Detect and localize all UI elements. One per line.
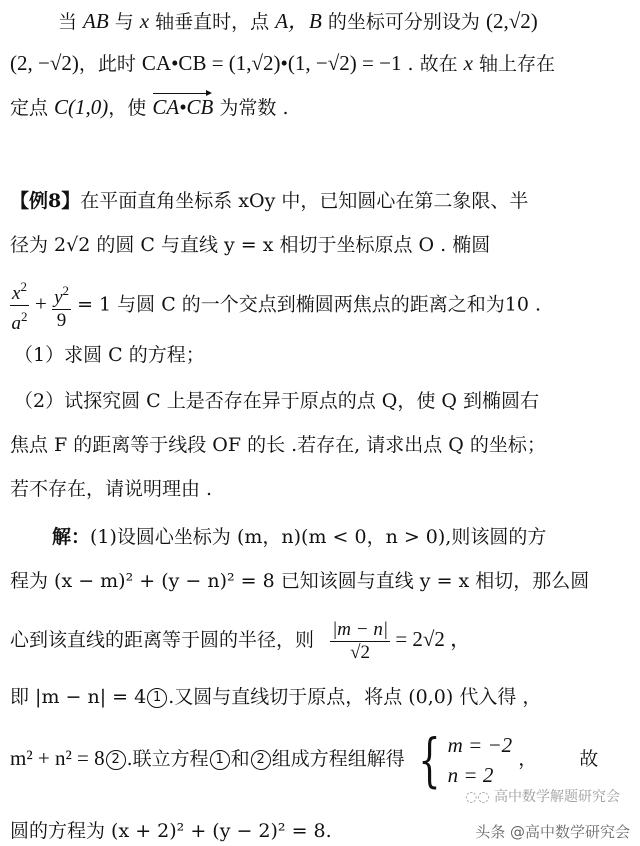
prev-line-2 <box>10 48 640 79</box>
text: (1)设圆心坐标为 (m，n)(m < 0，n > 0),则该圆的方 <box>90 526 547 548</box>
text: 轴垂直时，点 <box>149 11 276 33</box>
text: 程为 (x − m)² + (y − n)² = 8 已知该圆与直线 y = x 相切，那么圆 <box>10 570 590 592</box>
text: ， <box>518 748 538 770</box>
fraction-distance: $\frac{|m - n|}{√2}$ <box>332 618 389 663</box>
text: 故 <box>579 748 599 770</box>
question-2-line-2 <box>10 430 640 460</box>
example-line-2 <box>10 230 640 260</box>
math-radius: = 2√2 ， <box>390 627 472 651</box>
circled-2: 2 <box>251 750 271 770</box>
solution-line-5 <box>10 726 640 794</box>
math-coord-b: (2, −√2) <box>10 51 79 75</box>
math-coord-a: (2,√2) <box>485 9 538 33</box>
circled-1: 1 <box>210 750 230 770</box>
text: 和 <box>230 748 250 770</box>
text: 为常数 . <box>213 97 289 119</box>
text: 若不存在，请说明理由 . <box>10 478 213 500</box>
math-point-c: C(1,0) <box>54 95 109 119</box>
text: .联立方程 <box>126 748 209 770</box>
solution-line-1 <box>52 522 640 552</box>
watermark-main: 头条 @高中数学研究会 <box>475 823 630 841</box>
question-2-line-3 <box>10 474 640 504</box>
prev-line-1 <box>58 6 640 37</box>
math-points: A，B <box>275 9 322 33</box>
prev-line-3 <box>10 92 640 123</box>
equation-system: { m = −2 n = 2 <box>418 726 513 794</box>
math-ab: AB <box>83 9 109 33</box>
text: （1）求圆 C 的方程； <box>14 344 205 366</box>
math-x: x <box>463 51 473 75</box>
fraction-x2-a2: $\frac{x^2}{a^2}$ <box>10 276 29 335</box>
math-x: x <box>139 9 150 33</box>
text: 与 <box>108 11 140 33</box>
wechat-icon: ◌◌ <box>465 789 494 805</box>
text: 心到该直线的距离等于圆的半径，则 <box>10 629 315 651</box>
text: 的坐标可分别设为 <box>321 11 486 33</box>
text: = 1 与圆 C 的一个交点到椭圆两焦点的距离之和为10 . <box>77 293 542 316</box>
text: 焦点 F 的距离等于线段 OF 的长 .若存在, 请求出点 Q 的坐标； <box>10 434 546 456</box>
math-vector-product: CA•CB <box>152 92 213 122</box>
text: ，此时 <box>78 53 142 75</box>
text: 定点 <box>10 97 55 119</box>
fraction-y2-9: $\frac{y^2}{9}$ <box>52 280 71 332</box>
example-line-1 <box>10 186 640 216</box>
solution-label: 解： <box>52 526 91 548</box>
example-tag: 【例8】 <box>10 190 81 212</box>
text: . 故在 <box>401 53 464 75</box>
text: （2）试探究圆 C 上是否存在异于原点的点 Q，使 Q 到椭圆右 <box>14 390 539 412</box>
example-line-3: $\frac{x^2}{a^2}$ + $\frac{y^2}{9}$ = 1 与圆 C 的一个交点到椭圆两焦点的距离之和为10 . <box>10 276 640 335</box>
watermark-faint: ◌◌ 高中数学解题研究会 <box>465 789 620 805</box>
text: 即 |m − n| = 4 <box>10 686 147 708</box>
text: .又圆与直线切于原点，将点 (0,0) 代入得 ， <box>168 686 542 708</box>
solution-line-2 <box>10 566 640 596</box>
question-2-line-1 <box>14 386 640 416</box>
question-1 <box>14 340 640 370</box>
text: ，使 <box>108 97 153 119</box>
text: 在平面直角坐标系 xOy 中，已知圆心在第二象限、半 <box>80 190 529 212</box>
math-vector-product: CA•CB = (1,√2)•(1, −√2) = −1 <box>141 51 402 75</box>
text: 轴上存在 <box>472 53 555 75</box>
circled-1: 1 <box>147 688 167 708</box>
text: 当 <box>58 11 84 33</box>
circled-2: 2 <box>106 750 126 770</box>
text: 圆的方程为 (x + 2)² + (y − 2)² = 8. <box>10 820 332 842</box>
text: 径为 2√2 的圆 C 与直线 y = x 相切于坐标原点 O . 椭圆 <box>10 234 491 256</box>
text: 组成方程组解得 <box>271 748 405 770</box>
solution-line-4 <box>10 682 640 712</box>
math-eq-2: m² + n² = 8 <box>10 746 105 770</box>
solution-line-3 <box>10 612 640 667</box>
